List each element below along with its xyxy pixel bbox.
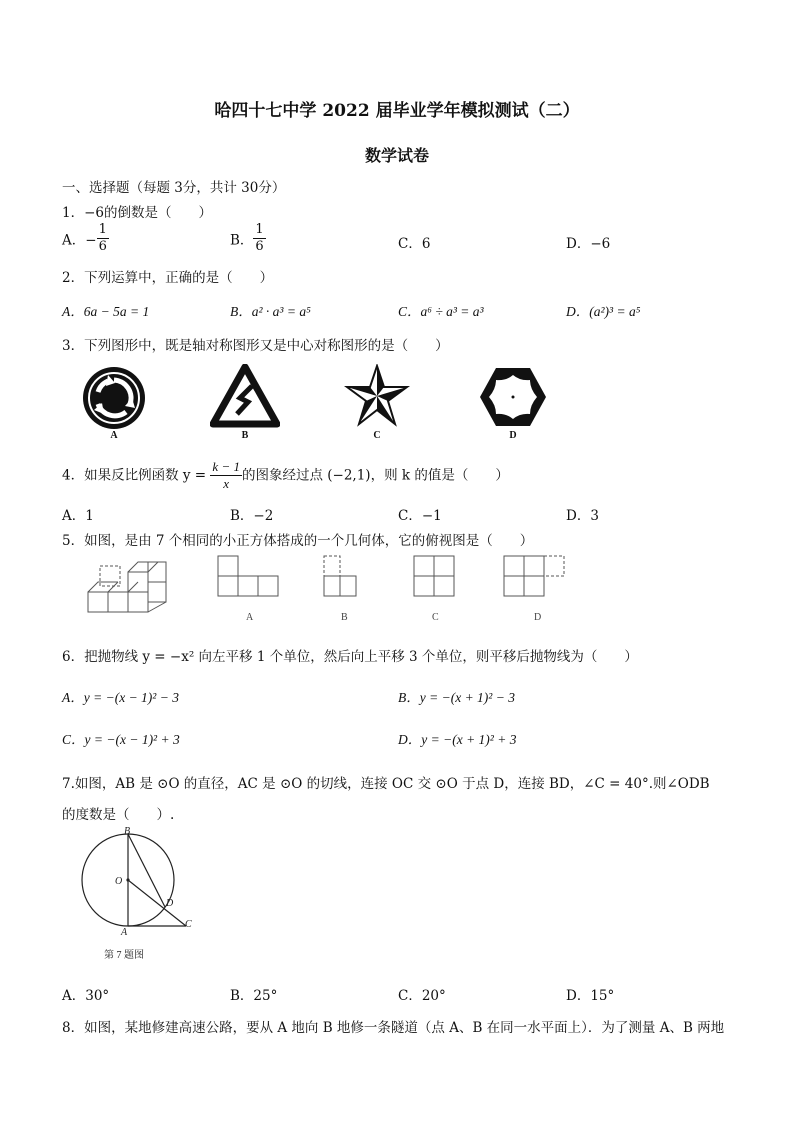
q7-stem-line1: 7.如图，AB 是 ⊙O 的直径，AC 是 ⊙O 的切线，连接 OC 交 ⊙O 于点 D，连接 BD，∠C = 40°.则∠ODB (62, 776, 710, 792)
q1-stem: 1．−6的倒数是（ ） (62, 205, 212, 221)
q5-option-a-figure (216, 554, 284, 602)
q2-option-b: B．a² · a³ = a⁵ (230, 304, 311, 319)
q6-stem: 6．把抛物线 y = −x² 向左平移 1 个单位，然后向上平移 3 个单位，则平移后抛物线为（ ） (62, 649, 638, 665)
hexagon-umbrella-icon (478, 366, 548, 428)
q1-b-fraction: $\frac{1}{6}$ (255, 222, 264, 254)
q6-option-a: A．y = −(x − 1)² − 3 (62, 690, 179, 705)
q4-fraction: $\frac{k - 1}{x}$ (212, 459, 240, 491)
q2-stem: 2．下列运算中，正确的是（ ） (62, 270, 274, 286)
q1-option-b: B． $\frac{1}{6}$ (230, 222, 264, 254)
cube-stack-figure (86, 552, 170, 614)
q1-option-c: C．6 (398, 236, 431, 252)
q6-option-d: D．y = −(x + 1)² + 3 (398, 732, 517, 747)
q7-option-d: D．15° (566, 988, 615, 1004)
q7-option-b: B．25° (230, 988, 278, 1004)
section-heading: 一、选择题（每题 3分，共计 30分） (62, 180, 286, 196)
q3-label-b: B (241, 430, 249, 441)
q8-stem: 8．如图，某地修建高速公路，要从 A 地向 B 地修一条隧道（点 A、B 在同一水平面上）．为了测量 A、B 两地 (62, 1020, 725, 1036)
q7-label-b: B (124, 826, 131, 837)
q7-option-a: A．30° (62, 988, 110, 1004)
roundabout-sign-icon (82, 366, 146, 430)
q2-option-a: A．6a − 5a = 1 (62, 304, 150, 319)
q5-stem: 5．如图，是由 7 个相同的小正方体搭成的一个几何体，它的俯视图是（ ） (62, 533, 534, 549)
q5-label-b: B (341, 612, 348, 623)
q7-label-c: C (185, 919, 192, 930)
q2-option-d: D．(a²)³ = a⁵ (566, 304, 641, 319)
q5-option-b-figure (322, 554, 372, 602)
q7-figure-caption: 第 7 题图 (104, 950, 144, 961)
five-point-star-icon (344, 364, 410, 428)
q7-option-c: C．20° (398, 988, 446, 1004)
q6-option-b: B．y = −(x + 1)² − 3 (398, 690, 515, 705)
q3-label-d: D (509, 430, 517, 441)
q7-circle-figure (76, 826, 196, 936)
exam-title: 哈四十七中学 2022 届毕业学年模拟测试（二） (214, 101, 580, 121)
q2-option-c: C．a⁶ ÷ a³ = a³ (398, 304, 484, 319)
q7-label-a: A (121, 927, 128, 936)
q3-label-c: C (373, 430, 381, 441)
q5-label-c: C (432, 612, 439, 623)
q1-a-fraction: $\frac{1}{6}$ (98, 222, 107, 254)
q7-label-d: D (166, 898, 174, 909)
q4-option-d: D．3 (566, 508, 599, 524)
q5-label-d: D (534, 612, 542, 623)
q4-option-c: C．−1 (398, 508, 442, 524)
exam-subtitle: 数学试卷 (364, 146, 429, 165)
q6-option-c: C．y = −(x − 1)² + 3 (62, 732, 180, 747)
q3-stem: 3．下列图形中，既是轴对称图形又是中心对称图形的是（ ） (62, 338, 449, 354)
q1-option-a: A．− $\frac{1}{6}$ (62, 222, 107, 254)
q4-option-a: A．1 (62, 508, 94, 524)
q3-label-a: A (110, 430, 118, 441)
q5-option-d-figure (502, 554, 570, 602)
winding-road-sign-icon (210, 364, 280, 428)
q5-option-c-figure (412, 554, 460, 602)
q5-label-a: A (246, 612, 254, 623)
q1-option-d: D．−6 (566, 236, 611, 252)
q7-label-o: O (115, 876, 123, 887)
q7-stem-line2: 的度数是（ ）. (62, 807, 175, 823)
q4-option-b: B．−2 (230, 508, 274, 524)
q4-stem: 4．如果反比例函数 y = $\frac{k - 1}{x}$ 的图象经过点 (−2,1)，则 k 的值是（ ） (62, 459, 509, 491)
